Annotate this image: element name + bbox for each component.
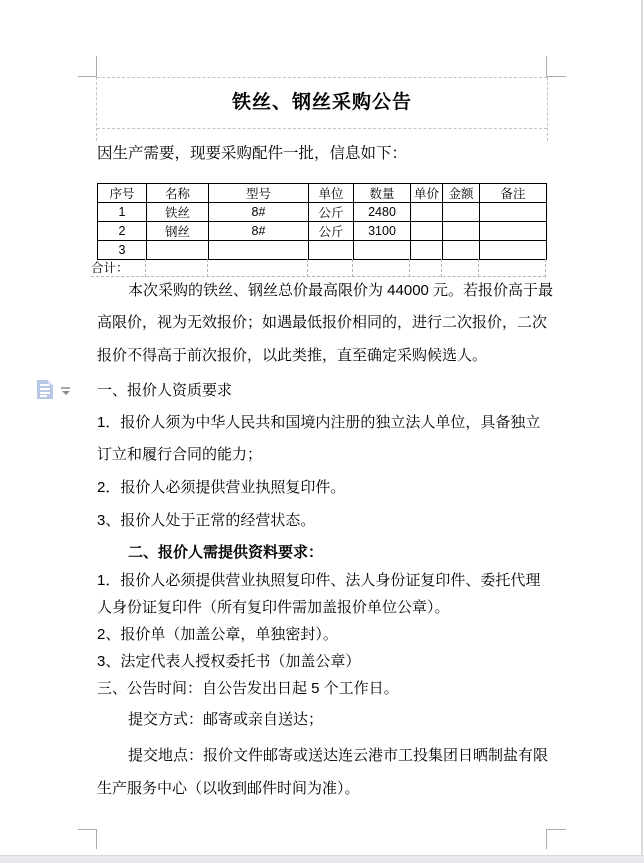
crop-mark-top-right <box>547 76 566 77</box>
text-line: 一、报价人资质要求 <box>97 382 233 399</box>
document-icon <box>37 380 53 399</box>
text-line: 二、报价人需提供资料要求： <box>128 544 324 561</box>
heading-section-3 <box>97 675 553 702</box>
text-line: 人身份证复印件（所有复印件需加盖报价单位公章）。 <box>97 599 450 616</box>
total-label-cell: 合计： <box>91 259 146 277</box>
text-line: 1．报价人须为中华人民共和国境内注册的独立法人单位，具备独立 <box>97 414 541 431</box>
table-header-cell: 单价 <box>411 184 443 203</box>
text-line: 3、报价人处于正常的经营状态。 <box>97 512 316 529</box>
table-row <box>98 203 547 222</box>
table-header-cell: 单位 <box>309 184 354 203</box>
text-line: 提交地点：报价文件邮寄或送达连云港市工投集团日晒制盐有限 <box>128 747 549 764</box>
para-price-limit <box>97 275 553 372</box>
heading-section-2 <box>97 537 553 569</box>
table-cell <box>443 203 480 222</box>
autocorrect-options-button[interactable] <box>35 379 73 401</box>
text-boundary-title-bottom <box>97 128 547 129</box>
crop-mark-bottom-right <box>547 829 566 830</box>
item-1-3 <box>97 505 553 537</box>
table-cell: 8# <box>209 203 309 222</box>
item-1-1 <box>97 407 553 472</box>
crop-mark-bottom-left <box>96 829 97 849</box>
table-cell: 3 <box>98 241 147 260</box>
table-cell <box>411 241 443 260</box>
item-2-1 <box>97 567 553 621</box>
para-submit-place <box>97 739 553 805</box>
procurement-table <box>97 183 547 260</box>
page-edge-right <box>641 0 643 863</box>
table-cell <box>480 222 547 241</box>
crop-mark-top-left <box>78 76 97 77</box>
item-1-2 <box>97 472 553 504</box>
table-cell: 钢丝 <box>147 222 209 241</box>
table-cell: 2 <box>98 222 147 241</box>
page-title: 铁丝、钢丝采购公告 <box>231 92 412 113</box>
text-line: 高限价，视为无效报价；如遇最低报价相同的，进行二次报价，二次 <box>97 314 548 332</box>
procurement-table-grid <box>97 183 547 260</box>
text-line: 生产服务中心（以收到邮件时间为准）。 <box>97 780 360 797</box>
crop-mark-bottom-right <box>546 829 547 849</box>
table-header-cell: 备注 <box>480 184 547 203</box>
table-cell <box>147 241 209 260</box>
table-header-row <box>98 184 547 203</box>
text-line: 1．报价人必须提供营业执照复印件、法人身份证复印件、委托代理 <box>97 572 541 589</box>
table-cell <box>480 241 547 260</box>
crop-mark-top-right <box>546 56 547 77</box>
table-cell <box>209 241 309 260</box>
table-cell <box>411 203 443 222</box>
table-cell <box>443 222 480 241</box>
table-header-cell: 型号 <box>209 184 309 203</box>
table-row <box>98 222 547 241</box>
table-header-cell: 名称 <box>147 184 209 203</box>
table-header-cell: 数量 <box>354 184 411 203</box>
heading-section-1 <box>97 375 553 407</box>
table-cell: 3100 <box>354 222 411 241</box>
page-edge-bottom <box>0 855 644 863</box>
text-line: 三、公告时间：自公告发出日起 5 个工作日。 <box>97 680 399 697</box>
table-cell: 铁丝 <box>147 203 209 222</box>
table-row <box>98 241 547 260</box>
text-line: 3、法定代表人授权委托书（加盖公章） <box>97 653 361 670</box>
table-cell <box>480 203 547 222</box>
crop-mark-top-left <box>96 56 97 77</box>
text-line: 报价不得高于前次报价，以此类推，直至确定采购候选人。 <box>97 346 488 364</box>
table-cell: 2480 <box>354 203 411 222</box>
table-cell: 公斤 <box>309 203 354 222</box>
intro-paragraph: 因生产需要，现要采购配件一批，信息如下： <box>97 145 408 162</box>
text-boundary-right <box>547 77 548 141</box>
table-header-cell: 金额 <box>443 184 480 203</box>
table-cell: 8# <box>209 222 309 241</box>
table-cell <box>354 241 411 260</box>
chevron-down-icon <box>61 387 70 395</box>
text-line: 提交方式：邮寄或亲自送达； <box>128 711 324 728</box>
text-line: 2、报价单（加盖公章，单独密封）。 <box>97 626 338 643</box>
text-line: 2．报价人必须提供营业执照复印件。 <box>97 479 346 496</box>
text-line: 订立和履行合同的能力； <box>97 446 263 464</box>
text-line: 本次采购的铁丝、钢丝总价最高限价为 44000 元。若报价高于最 <box>128 282 554 299</box>
item-2-2 <box>97 621 553 648</box>
table-cell <box>443 241 480 260</box>
table-cell <box>309 241 354 260</box>
crop-mark-bottom-left <box>78 829 97 830</box>
item-2-3 <box>97 648 553 675</box>
table-cell: 公斤 <box>309 222 354 241</box>
para-submit-method <box>97 705 553 735</box>
table-cell: 1 <box>98 203 147 222</box>
table-header-cell: 序号 <box>98 184 147 203</box>
table-cell <box>411 222 443 241</box>
